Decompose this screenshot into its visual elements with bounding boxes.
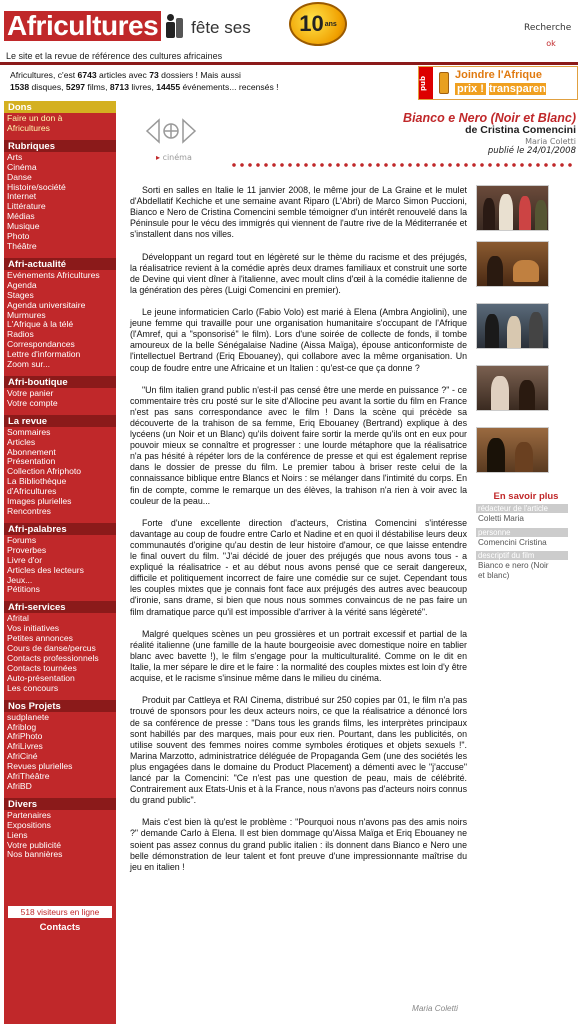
sidebar-section-boutique: Afri-boutique <box>4 376 116 388</box>
sidebar-link[interactable]: Expositions <box>7 820 51 830</box>
sidebar-list-projets <box>4 712 116 798</box>
sidebar-link[interactable]: Agenda <box>7 280 37 290</box>
sidebar-link[interactable]: Cinéma <box>7 162 37 172</box>
sidebar-list-boutique <box>4 388 116 415</box>
sidebar-link[interactable]: Danse <box>7 172 32 182</box>
sidebar-link[interactable]: Correspondances <box>7 340 75 350</box>
sidebar-link[interactable]: Stages <box>7 290 34 300</box>
site-stats <box>10 69 310 93</box>
stats-text: disques, <box>29 82 66 92</box>
sidebar-section-revue: La revue <box>4 415 116 427</box>
stats-text: livres, <box>129 82 157 92</box>
sidebar-link[interactable]: AfriBD <box>7 781 32 791</box>
sidebar-link[interactable]: Internet <box>7 192 37 202</box>
sidebar-nav <box>4 101 116 1024</box>
sidebar-link[interactable]: Lettre d'information <box>7 350 81 360</box>
stats-text: événements... recensés ! <box>180 82 279 92</box>
stats-films-count: 5297 <box>65 82 86 92</box>
logo-text: Africultures <box>4 11 161 41</box>
sidebar-link[interactable]: Livre d'or <box>7 555 43 565</box>
stats-text: articles avec <box>96 70 150 80</box>
badge-suffix: ans <box>324 20 337 28</box>
sidebar-link[interactable]: Vos initiatives <box>7 624 60 634</box>
site-logo[interactable] <box>4 4 251 48</box>
sidebar-link[interactable]: Théâtre <box>7 241 37 251</box>
sidebar-link[interactable]: Musique <box>7 222 40 232</box>
sidebar-link[interactable]: Revues plurielles <box>7 762 73 772</box>
sidebar-link[interactable]: Faire un don à <box>7 114 63 123</box>
film-link[interactable] <box>478 561 549 580</box>
sidebar-link[interactable]: Images plurielles <box>7 497 72 507</box>
film-still-image[interactable] <box>476 241 549 287</box>
ad-line2 <box>455 83 577 95</box>
personne-label: personne <box>476 528 568 537</box>
ad-price: prix ! <box>457 83 484 95</box>
sidebar-link[interactable]: Abonnement <box>7 447 56 457</box>
sidebar-section-actualite: Afri-actualité <box>4 258 116 270</box>
sidebar-link[interactable]: Partenaires <box>7 810 51 820</box>
article-byline[interactable]: Maria Coletti <box>525 137 576 146</box>
film-link-line: et blanc) <box>478 570 510 580</box>
sidebar-section-dons: Dons <box>4 101 116 113</box>
sidebar-link[interactable]: Articles des lecteurs <box>7 565 84 575</box>
film-still-image[interactable] <box>476 185 549 231</box>
stats-evenements-count: 14455 <box>156 82 181 92</box>
article-paragraph: Sorti en salles en Italie le 11 janvier 2008, le même jour de La Graine et le mulet d'Abdellatif Kechiche et une semaine avant Riparo (L'Abri) de Marco Simon Puccioni, Bianco e Nero de Cristina Comencini semble témoigner d'un intérêt renouvelé dans la Péninsule pour le vécu des immigrés qui viennent de l'autre rive de la Méditerranée et s'installent dans nos villes. <box>130 185 467 240</box>
article-paragraph: Forte d'une excellente direction d'acteurs, Cristina Comencini s'intéresse davantage au coup de foudre entre Carlo et Nadine et en quoi il déstabilise leurs deux communautés d'origine qu'au destin de leur histoire d'amour, ce que laisse entendre le final ouvert du film. "J'ai décidé de jouer des préjugés que nous avons tous - a expliqué la réalisatrice - et au début nous avons pensé que ce serait dangereux, difficile et politiquement incorrect de faire une comédie sur ce sujet. Cependant tous les couples mixtes que je connais font face aux préjugés des autres avec beaucoup d'ironie, sans drame, si bien que nous nous sommes convaincus de ne pas faire un film dramatique parce qu'il est impossible d'arriver à la vérité sans légèreté". <box>130 517 467 617</box>
sidebar-link[interactable]: La Bibliothèque <box>7 477 67 487</box>
article-body <box>130 185 467 884</box>
sidebar-link[interactable]: Votre publicité <box>7 840 61 850</box>
fete-text: fête ses <box>191 18 251 37</box>
film-label: descriptif du film <box>476 551 568 560</box>
article-paragraph: "Un film italien grand public n'est-il pas censé être une merde en puissance ?" - ce commentaire très cru posté sur le site d'Allocine peu avant la sortie du film en France n'est pas sans correspondance avec le film ! Dans la scène qui précède sa découverte de la trahison de sa femme, Eriq Ebouaney (Bertrand) explique à des lycéens (un Noir et un Blanc) qu'ils doivent faire sortir la merde qu'ils ont en eux pour pouvoir mieux se connaître et progresser : une lourde métaphore que la réalisatrice n'a pas hésité à répéter lors de la conférence de presse et qui est également reprise dans le dossier de presse du film. Le premier tabou à briser reste celui de la connaissance biblique entre Blancs et Noirs : se mélanger dans l'intimité du corps. En fin de compte, comme le remarque un des élèves, la trahison n'a rien à voir avec la couleur de la peau... <box>130 384 467 506</box>
article-paragraph: Produit par Cattleya et RAI Cinema, distribué sur 250 copies par 01, le film n'a pas trouvé de sponsors pour les deux acteurs noirs, ce que la réalisatrice a dénoncé lors de sa conférence de presse : "Dans tous les grands films, les interprètes principaux sont habillés par des marques, mais pour eux rien. Pourtant, dans les publicités, on utilise souvent des femmes noires comme symboles érotiques et objets sexuels !". Marina Marzotto, administratrice déléguée de Propaganda Gem (une des sociétés les plus engagées dans le domaine du Product Placement) a démenti avec le "j'accuse" lancé par la Comencini: "Ce n'est pas une question de peau, mais de célébrité. Contrairement aux Etats-Unis et à la France, nous n'avons pas d'acteurs noirs connus du grand public". <box>130 695 467 806</box>
header-divider <box>0 62 578 65</box>
contacts-link[interactable]: Contacts <box>39 922 81 934</box>
phone-icon <box>433 67 455 99</box>
pub-label: pub <box>419 67 433 99</box>
sidebar-link[interactable]: L'Afrique à la télé <box>7 320 74 330</box>
sidebar-list-rubriques <box>4 152 116 258</box>
sidebar-list-dons <box>4 113 116 140</box>
sidebar-link[interactable]: AfriLivres <box>7 742 43 752</box>
sidebar-link[interactable]: Votre compte <box>7 398 58 408</box>
sidebar-link[interactable]: AfriPhoto <box>7 732 43 742</box>
search-area <box>524 23 578 48</box>
article-paragraph: Malgré quelques scènes un peu grossières et un portrait excessif et partial de la réalité italienne (une famille de la haute bourgeoisie avec domestique noire en tablier blanc avec bavette !), le film s'engage pour la multiculturalité. Comme on le dit en Italie, la mer sépare le dire et le faire : la normalité des couples mixtes est loin d'y être acquise, et le racisme s'insinue même dans le milieu du cinéma. <box>130 628 467 684</box>
sidebar-link[interactable]: Agenda universitaire <box>7 300 86 310</box>
sidebar-link[interactable]: Africultures <box>7 123 50 133</box>
sidebar-link[interactable]: Forums <box>7 535 37 545</box>
sidebar-link[interactable]: Jeux... <box>7 575 33 585</box>
stats-text: Africultures, c'est <box>10 70 78 80</box>
sidebar-link[interactable]: Contacts professionnels <box>7 653 99 663</box>
sidebar-link[interactable]: Pétitions <box>7 585 40 595</box>
film-still-image[interactable] <box>476 365 549 411</box>
ad-line1: Joindre l'Afrique <box>455 69 542 81</box>
search-ok-button[interactable]: ok <box>546 39 556 48</box>
sidebar-link[interactable]: Les concours <box>7 683 59 693</box>
sidebar-link[interactable]: Arts <box>7 152 23 162</box>
sidebar-link[interactable]: Articles <box>7 437 36 447</box>
sidebar-link[interactable]: Votre panier <box>7 388 54 398</box>
sidebar-link[interactable]: Petites annonces <box>7 634 73 644</box>
sidebar-link[interactable]: Cours de danse/percus <box>7 644 96 654</box>
sidebar-link[interactable]: Radios <box>7 330 34 340</box>
film-still-image[interactable] <box>476 427 549 473</box>
sidebar-section-services: Afri-services <box>4 601 116 613</box>
search-label: Recherche <box>524 23 572 33</box>
article-paragraph: Le jeune informaticien Carlo (Fabio Volo) est marié à Elena (Ambra Angiolini), une jeune femme qui travaille pour une organisation humanitaire s'occupant de l'Afrique (l'Amref, qui a "sponsorisé" le film). Lors d'une soirée de collecte de fonds, il tombe amoureux de la belle Sénégalaise Nadine (Aissa Maïga), épouse anticonformiste de l'intellectuel Bertrand (Eriq Ebouaney), qui collabore avec la même organisation. Un coup de foudre entre une Africaine et un Italien : qu'est-ce que ça donne ? <box>130 307 467 373</box>
sidebar-link[interactable]: Proverbes <box>7 545 47 555</box>
sidebar-section-rubriques: Rubriques <box>4 140 116 152</box>
sidebar-link[interactable]: d'Africultures <box>7 487 57 497</box>
sidebar-link[interactable]: Murmures <box>7 310 46 320</box>
visitors-online: 518 visiteurs en ligne <box>8 906 112 918</box>
sidebar-link[interactable]: Contacts tournées <box>7 663 77 673</box>
sidebar-link[interactable]: Evénements Africultures <box>7 270 100 280</box>
sidebar-link[interactable]: Médias <box>7 212 35 222</box>
en-savoir-plus-title: En savoir plus <box>493 491 559 502</box>
article-paragraph: Développant un regard tout en légèreté sur le thème du racisme et des préjugés, la réalisatrice revient à la comédie après deux drames familiaux et construit une sorte de Devine qui vient dîner à l'italienne, avec moult clins d'œil à la comédie italienne de la génération des pères (Luigi Comencini en premier). <box>130 251 467 295</box>
article-signature: Maria Coletti <box>412 1004 458 1013</box>
article-category[interactable]: ▸ cinéma <box>156 153 192 162</box>
sidebar-link[interactable]: AfriCiné <box>7 752 38 762</box>
logo-figure-icon <box>163 12 185 40</box>
sidebar-link[interactable]: Afrital <box>7 614 29 624</box>
sidebar-link[interactable]: Littérature <box>7 202 46 212</box>
sidebar-section-divers: Divers <box>4 798 116 810</box>
badge-number: 10 <box>299 11 324 36</box>
redacteur-link[interactable]: Coletti Maria <box>478 514 524 523</box>
sidebar-link[interactable]: Photo <box>7 232 30 242</box>
article-title: Bianco e Nero (Noir et Blanc) <box>403 111 576 125</box>
dotted-divider <box>230 162 574 168</box>
sidebar-list-divers <box>4 810 116 867</box>
sidebar-list-revue <box>4 427 116 523</box>
sidebar-link[interactable]: Présentation <box>7 457 56 467</box>
ad-banner[interactable] <box>418 66 578 100</box>
film-still-image[interactable] <box>476 303 549 349</box>
sidebar-section-projets: Nos Projets <box>4 700 116 712</box>
sidebar-link[interactable]: Histoire/société <box>7 182 66 192</box>
article-date: publié le 24/01/2008 <box>487 146 576 156</box>
sidebar-list-palabres <box>4 535 116 601</box>
sidebar-link[interactable]: Zoom sur... <box>7 360 50 370</box>
sidebar-link[interactable]: Rencontres <box>7 507 51 516</box>
stats-disques-count: 1538 <box>10 82 30 92</box>
sidebar-link[interactable]: Sommaires <box>7 427 51 437</box>
stats-text: dossiers ! Mais aussi <box>158 70 241 80</box>
stats-articles-count: 6743 <box>77 70 97 80</box>
film-link-line: Bianco e nero (Noir <box>478 561 549 570</box>
stats-dossiers-count: 73 <box>149 70 159 80</box>
sidebar-link[interactable]: Afriblog <box>7 722 37 732</box>
article-paragraph: Mais c'est bien là qu'est le problème : "Pourquoi nous n'avons pas des amis noirs ?" demande Carlo à Elena. Il est bien dommage qu'Aissa Maïga et Eriq Ebouaney ne soient pas assez connus du grand public italien : ils donnent dans Bianco e Nero une belle démonstration de leur talent et font preuve d'une impressionnante maîtrise du jeu en italien ! <box>130 817 467 872</box>
site-header <box>0 0 578 62</box>
sidebar-section-palabres: Afri-palabres <box>4 523 116 535</box>
sidebar-link[interactable]: Liens <box>7 830 28 840</box>
sidebar-link[interactable]: Nos bannières <box>7 850 63 860</box>
tagline: Le site et la revue de référence des cultures africaines <box>6 51 223 61</box>
sidebar-link[interactable]: AfriThéâtre <box>7 772 50 782</box>
cinema-emblem-icon <box>143 116 199 146</box>
ten-years-badge[interactable] <box>289 2 347 46</box>
stats-text: films, <box>85 82 110 92</box>
redacteur-label: rédacteur de l'article <box>476 504 568 513</box>
sidebar-link[interactable]: Auto-présentation <box>7 673 75 683</box>
sidebar-list-actualite <box>4 270 116 376</box>
article-director: de Cristina Comencini <box>465 124 576 136</box>
ad-transparent: transparen <box>488 83 546 95</box>
sidebar-list-services <box>4 613 116 699</box>
stats-livres-count: 8713 <box>109 82 129 92</box>
personne-link[interactable]: Comencini Cristina <box>478 538 547 547</box>
sidebar-link[interactable]: Collection Afriphoto <box>7 467 82 477</box>
sidebar-link[interactable]: sudplanete <box>7 712 50 722</box>
